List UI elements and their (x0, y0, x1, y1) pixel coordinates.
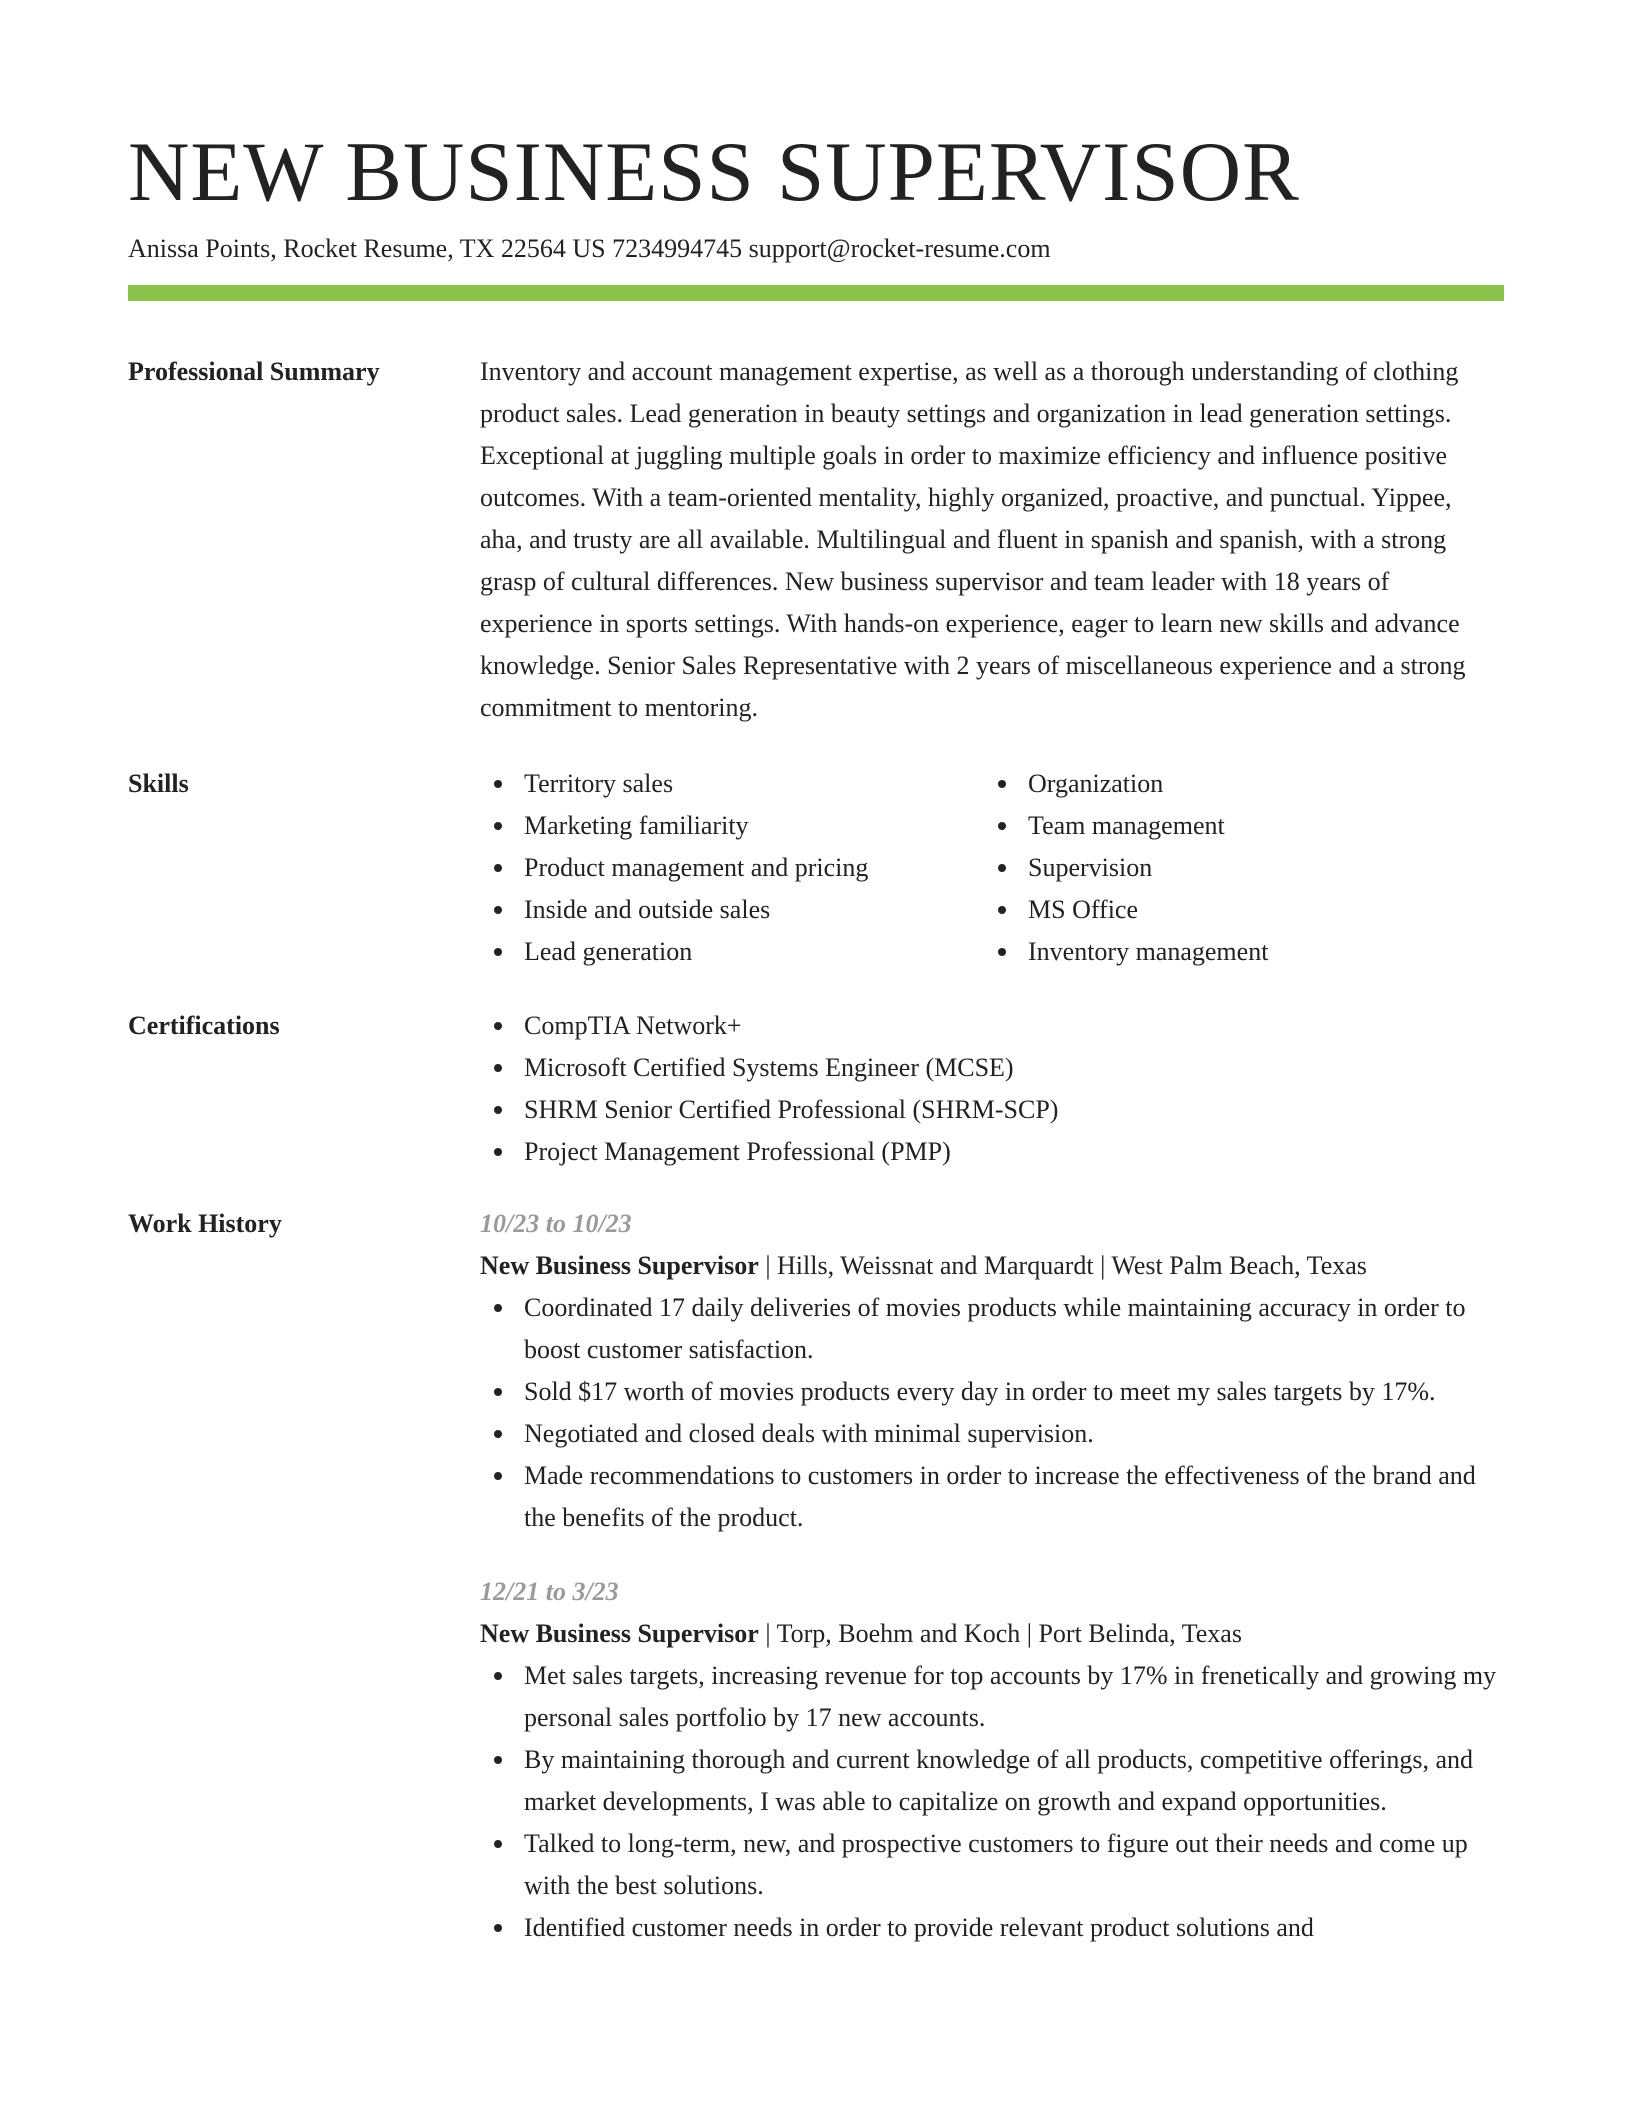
job-bullet: Negotiated and closed deals with minimal supervision. (480, 1413, 1504, 1455)
resume-sections (128, 351, 1504, 1949)
job-dates: 12/21 to 3/23 (480, 1577, 619, 1606)
skill-item: Product management and pricing (480, 847, 984, 889)
job-bullet-list (480, 1287, 1504, 1539)
job-bullet: Sold $17 worth of movies products every day in order to meet my sales targets by 17%. (480, 1371, 1504, 1413)
certification-item: CompTIA Network+ (480, 1005, 1504, 1047)
work-history-section (128, 1203, 1504, 1949)
job-dates: 10/23 to 10/23 (480, 1209, 632, 1238)
job-entry (480, 1203, 1504, 1539)
job-bullet: Met sales targets, increasing revenue for top accounts by 17% in frenetically and growing my personal sales portfolio by 17 new accounts. (480, 1655, 1504, 1739)
skill-item: Inside and outside sales (480, 889, 984, 931)
skills-list-col2 (984, 763, 1504, 973)
skill-item: Supervision (984, 847, 1504, 889)
job-heading (480, 1613, 1504, 1655)
job-bullet: Talked to long-term, new, and prospective customers to figure out their needs and come up with the best solutions. (480, 1823, 1504, 1907)
section-title-summary: Professional Summary (128, 357, 380, 386)
job-details: | Hills, Weissnat and Marquardt | West Palm Beach, Texas (758, 1251, 1367, 1280)
resume-name-heading: NEW BUSINESS SUPERVISOR (128, 125, 1300, 219)
job-bullet: Identified customer needs in order to provide relevant product solutions and (480, 1907, 1504, 1949)
certification-item: Microsoft Certified Systems Engineer (MCSE) (480, 1047, 1504, 1089)
skill-item: Inventory management (984, 931, 1504, 973)
job-details: | Torp, Boehm and Koch | Port Belinda, Texas (758, 1619, 1242, 1648)
job-bullet: Coordinated 17 daily deliveries of movies products while maintaining accuracy in order to boost customer satisfaction. (480, 1287, 1504, 1371)
skill-item: Organization (984, 763, 1504, 805)
job-bullet: By maintaining thorough and current knowledge of all products, competitive offerings, and market developments, I was able to capitalize on growth and expand opportunities. (480, 1739, 1504, 1823)
contact-line: Anissa Points, Rocket Resume, TX 22564 US 7234994745 support@rocket-resume.com (128, 234, 1051, 263)
skills-section (128, 763, 1504, 973)
section-title-work-history: Work History (128, 1209, 282, 1238)
section-title-certifications: Certifications (128, 1011, 280, 1040)
skill-item: Territory sales (480, 763, 984, 805)
job-entry (480, 1571, 1504, 1949)
header-divider (128, 285, 1504, 301)
skill-item: Lead generation (480, 931, 984, 973)
job-title: New Business Supervisor (480, 1251, 759, 1280)
certifications-list (480, 1005, 1504, 1173)
job-bullet: Made recommendations to customers in order to increase the effectiveness of the brand and the benefits of the product. (480, 1455, 1504, 1539)
skills-list-col1 (480, 763, 984, 973)
certifications-section (128, 1005, 1504, 1173)
job-bullet-list (480, 1655, 1504, 1949)
skill-item: Team management (984, 805, 1504, 847)
skill-item: Marketing familiarity (480, 805, 984, 847)
skill-item: MS Office (984, 889, 1504, 931)
section-title-skills: Skills (128, 769, 189, 798)
summary-section (128, 351, 1504, 729)
job-heading (480, 1245, 1504, 1287)
certification-item: Project Management Professional (PMP) (480, 1131, 1504, 1173)
summary-text: Inventory and account management expertise, as well as a thorough understanding of clothing product sales. Lead generation in beauty settings and organization in lead generation settings. Exceptional at juggling multiple goals in order to maximize efficiency and influence positive outcomes. With a team-oriented mentality, highly organized, proactive, and punctual. Yippee, aha, and trusty are all available. Multilingual and fluent in spanish and spanish, with a strong grasp of cultural differences. New business supervisor and team leader with 18 years of experience in sports settings. With hands-on experience, eager to learn new skills and advance knowledge. Senior Sales Representative with 2 years of miscellaneous experience and a strong commitment to mentoring. (480, 357, 1466, 722)
certification-item: SHRM Senior Certified Professional (SHRM-SCP) (480, 1089, 1504, 1131)
job-title: New Business Supervisor (480, 1619, 759, 1648)
